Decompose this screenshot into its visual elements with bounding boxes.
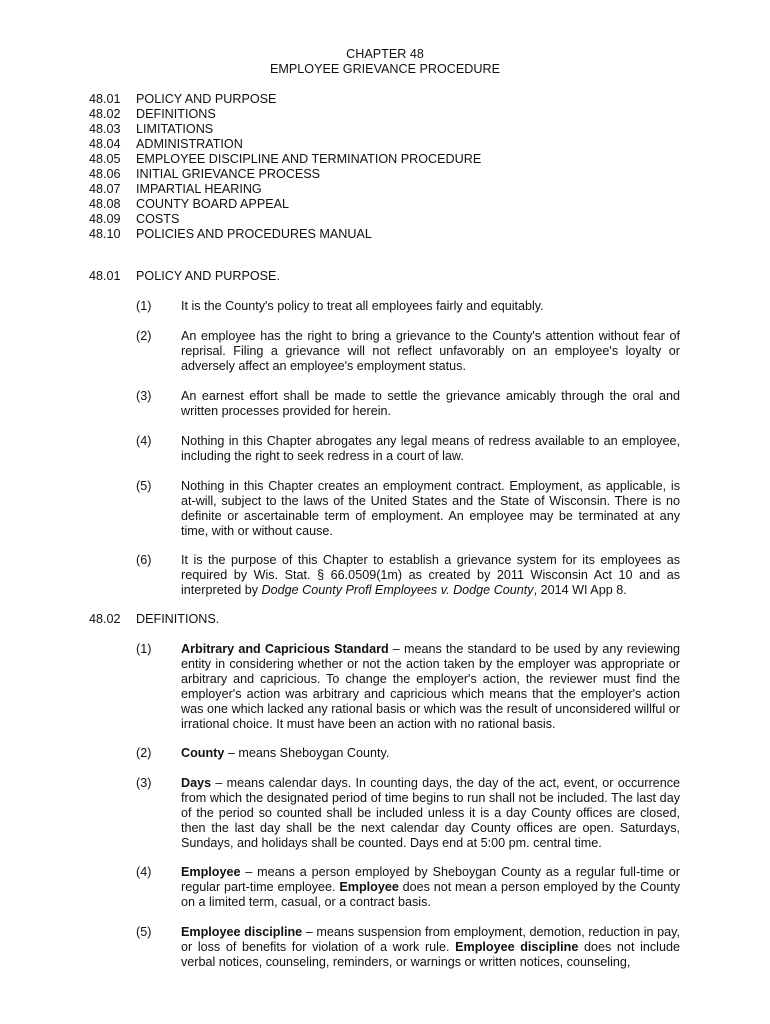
defined-term: County [181,746,225,760]
toc-number: 48.10 [89,227,121,241]
item-number: (6) [136,553,152,567]
item-number: (3) [136,776,152,790]
toc-label: IMPARTIAL HEARING [136,182,262,196]
item-number: (2) [136,329,152,343]
policy-item [136,299,680,314]
toc-entry [89,152,481,167]
definition-item [136,865,680,910]
toc-label: POLICY AND PURPOSE [136,92,277,106]
toc-label: COSTS [136,212,180,226]
item-number: (5) [136,925,152,939]
item-number: (5) [136,479,152,493]
chapter-number: CHAPTER 48 [346,47,424,61]
section-title: POLICY AND PURPOSE. [136,269,280,283]
toc-entry [89,122,481,137]
definition-text: does not mean a person employed by the County on a limited term, casual, or a contract basis. [181,880,681,909]
definition-text: – means suspension from employment, demotion, reduction in pay, or loss of benefits for violation of a work rule. [181,925,680,954]
defined-term: Employee discipline [455,940,579,954]
policy-item [136,389,680,419]
toc-label: COUNTY BOARD APPEAL [136,197,290,211]
toc-number: 48.09 [89,212,121,226]
toc-entry [89,197,481,212]
toc-entry [89,212,481,227]
toc-number: 48.04 [89,137,121,151]
definition-text: does not include verbal notices, counseling, reminders, or warnings or written notices, counseling, [181,940,680,969]
defined-term: Days [181,776,212,790]
definition-text: – means a person employed by Sheboygan County as a regular full-time or regular part-time employee. [181,865,680,894]
defined-term: Employee [339,880,399,894]
toc-label: LIMITATIONS [136,122,214,136]
item-text [181,776,680,851]
section-title: DEFINITIONS. [136,612,220,626]
defined-term: Employee [181,865,241,879]
section-heading-definitions [89,612,219,627]
section-number: 48.02 [89,612,121,626]
item-text: It is the County's policy to treat all employees fairly and equitably. [181,299,544,313]
toc-number: 48.03 [89,122,121,136]
toc-number: 48.05 [89,152,121,166]
toc-entry [89,107,481,122]
item-text: An employee has the right to bring a grievance to the County's attention without fear of reprisal. Filing a grievance will not reflect unfavorably on an employee's loyalty or adversely affect an employee's employment status. [181,329,680,373]
table-of-contents [89,92,481,242]
toc-entry [89,182,481,197]
definition-text: – means the standard to be used by any reviewing entity in considering whether or not the action taken by the employer was appropriate or arbitrary and capricious. To change the employer's action, the reviewer must find the employer's action was arbitrary and capricious which means that the employer's action was one which lacked any rational basis or which was the result of unconsidered willful or irrational choice. It must have been an action with no rational basis. [181,642,680,731]
policy-item [136,479,680,539]
case-citation: Dodge County Profl Employees v. Dodge County [261,583,534,597]
section-heading-policy [89,269,280,284]
item-number: (4) [136,434,152,448]
item-text: An earnest effort shall be made to settle the grievance amicably through the oral and written processes provided for herein. [181,389,680,418]
item-text [181,642,680,732]
item-number: (4) [136,865,152,879]
policy-item [136,553,680,598]
defined-term: Arbitrary and Capricious Standard [181,642,389,656]
toc-number: 48.02 [89,107,121,121]
item-text [181,553,680,598]
policy-item [136,434,680,464]
item-number: (3) [136,389,152,403]
toc-number: 48.01 [89,92,121,106]
item-text: Nothing in this Chapter abrogates any legal means of redress available to an employee, including the right to seek redress in a court of law. [181,434,680,463]
toc-label: INITIAL GRIEVANCE PROCESS [136,167,321,181]
toc-label: DEFINITIONS [136,107,216,121]
toc-label: POLICIES AND PROCEDURES MANUAL [136,227,372,241]
chapter-title: EMPLOYEE GRIEVANCE PROCEDURE [269,62,500,76]
definition-text: – means Sheboygan County. [224,746,390,760]
definition-text: – means calendar days. In counting days, the day of the act, event, or occurrence from which the designated period of time begins to run shall not be included. The last day of the period so counted shall be included unless it is a day County offices are closed, then the last day shall be the next calendar day County offices are open. Saturdays, Sundays, and holidays shall be counted. Days end at 5:00 pm. central time. [181,776,680,850]
item-number: (2) [136,746,152,760]
item-number: (1) [136,299,152,313]
toc-entry [89,227,481,242]
item-number: (1) [136,642,152,656]
toc-number: 48.08 [89,197,121,211]
item-text-part: , 2014 WI App 8. [533,583,627,597]
item-text: Nothing in this Chapter creates an employment contract. Employment, as applicable, is at-will, subject to the laws of the United States and the State of Wisconsin. There is no definite or ascertainable term of employment. An employee may be terminated at any time, with or without cause. [181,479,680,538]
toc-label: EMPLOYEE DISCIPLINE AND TERMINATION PROCEDURE [136,152,482,166]
toc-entry [89,137,481,152]
policy-item [136,329,680,374]
toc-entry [89,92,481,107]
definition-item [136,925,680,970]
item-text [181,746,680,761]
toc-number: 48.06 [89,167,121,181]
item-text [181,925,680,970]
definition-item [136,642,680,732]
section-number: 48.01 [89,269,121,283]
defined-term: Employee discipline [181,925,303,939]
toc-label: ADMINISTRATION [136,137,243,151]
toc-number: 48.07 [89,182,121,196]
item-text [181,865,680,910]
definition-item [136,746,680,761]
definition-item [136,776,680,851]
item-text-part: It is the purpose of this Chapter to establish a grievance system for its employees as required by Wis. Stat. § 66.0509(1m) as created by 2011 Wisconsin Act 10 and as interpreted by [181,553,680,597]
toc-entry [89,167,481,182]
